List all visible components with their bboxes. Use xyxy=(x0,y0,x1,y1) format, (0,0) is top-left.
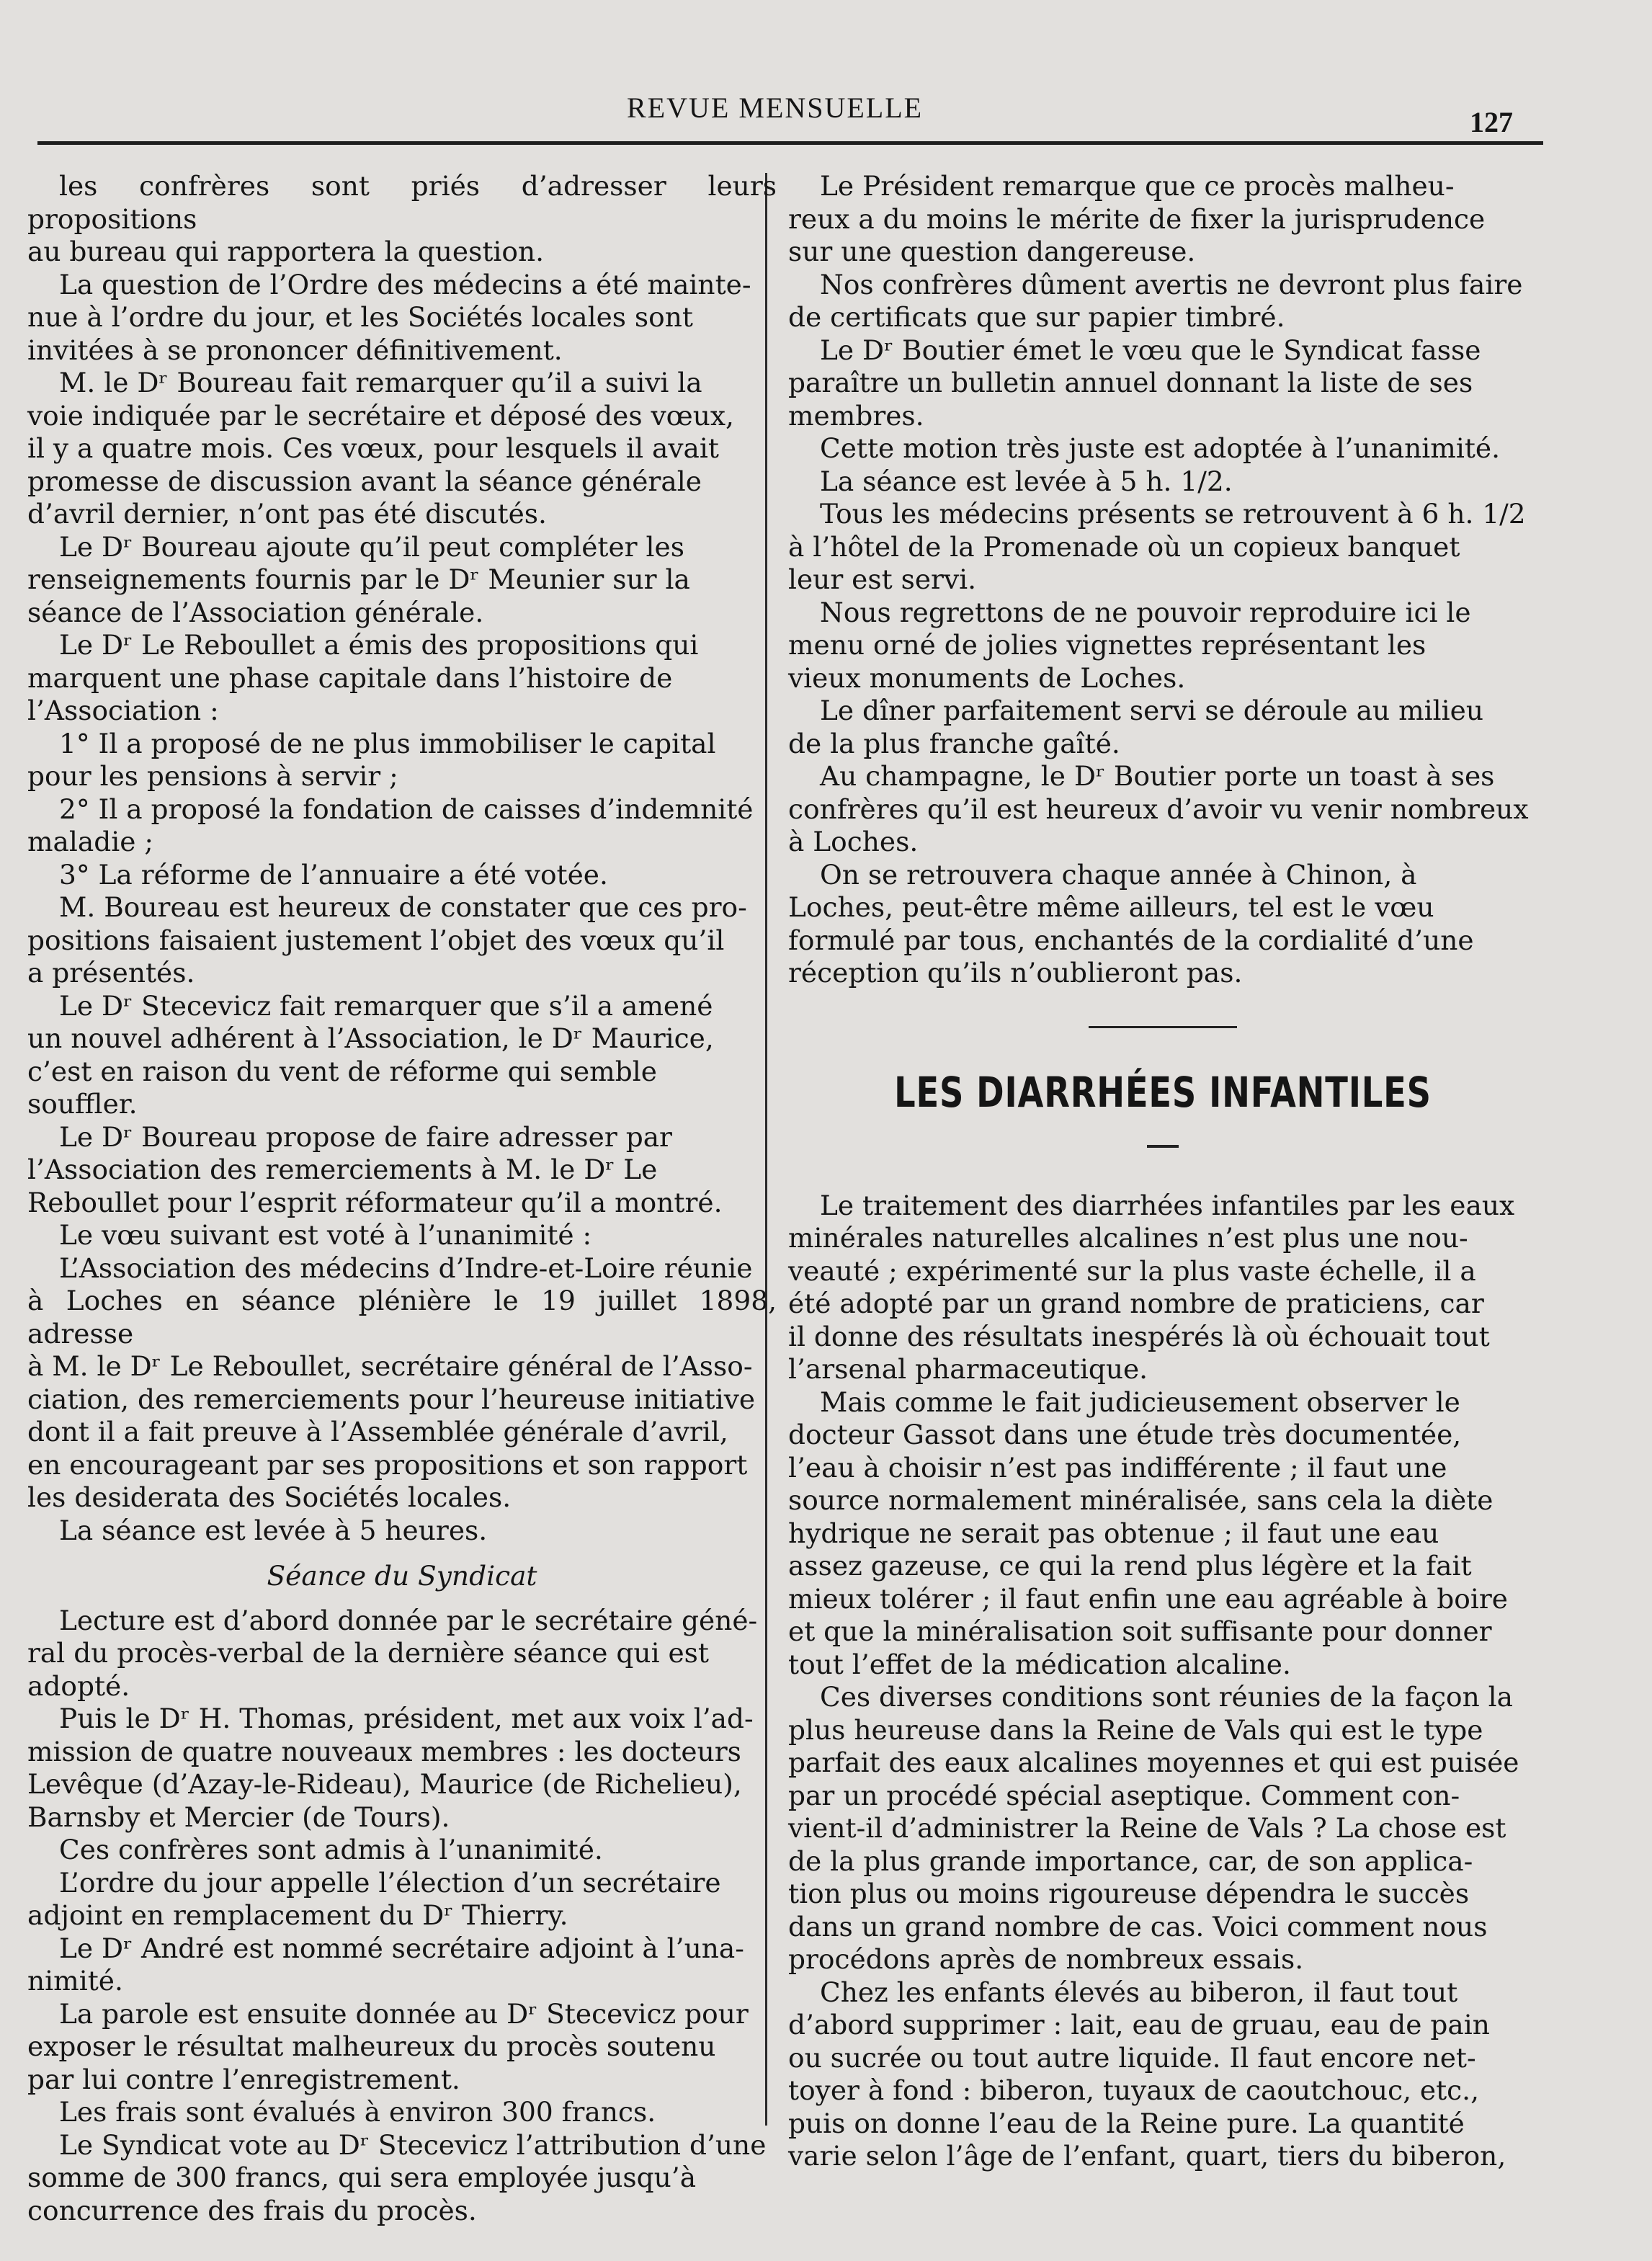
paragraph: Puis le Dʳ H. Thomas, président, met aux voix l’ad- mission de quatre nouveaux membres : les docteurs Levêque (d’Azay-le-Rideau), Maurice (de Richelieu), Barnsby et Mercier (de Tours). xyxy=(27,1703,754,1833)
paragraph: Le Président remarque que ce procès malheu- reux a du moins le mérite de fixer la jurisprudence sur une question dangereuse. xyxy=(788,170,1486,267)
page-number: 127 xyxy=(1470,106,1513,138)
paragraph: Le Dʳ Stecevicz fait remarquer que s’il a amené un nouvel adhérent à l’Association, le Dʳ Maurice, c’est en raison du vent de réforme qui semble souffler. xyxy=(27,989,714,1120)
article-title: LES DIARRHÉES INFANTILES xyxy=(894,1067,1432,1117)
paragraph: 2° Il a proposé la fondation de caisses d’indemnité maladie ; xyxy=(27,793,754,857)
paragraph: Nous regrettons de ne pouvoir reproduire ici le menu orné de jolies vignettes représentant les vieux monuments de Loches. xyxy=(788,596,1471,694)
paragraph: Les frais sont évalués à environ 300 francs. xyxy=(59,2096,656,2128)
paragraph: Ces diverses conditions sont réunies de la façon la plus heureuse dans la Reine de Vals qui est le type parfait des eaux alcalines moyennes et qui est puisée par un procédé spécial aseptique. Comment con- vient-il d’administrer la Reine de Vals ? La chose est de la plus grande importance, car, de son applica- tion plus ou moins rigoureuse dépendra le succès dans un grand nombre de cas. Voici comment nous procédons après de nombreux essais. xyxy=(788,1681,1519,1975)
section-subheading: Séance du Syndicat xyxy=(267,1560,537,1592)
paragraph: Le Dʳ Boutier émet le vœu que le Syndicat fasse paraître un bulletin annuel donnant la liste de ses membres. xyxy=(788,334,1481,432)
paragraph: Nos confrères dûment avertis ne devront plus faire de certificats que sur papier timbré. xyxy=(788,268,1523,333)
paragraph: La séance est levée à 5 heures. xyxy=(59,1514,488,1546)
section-separator-rule xyxy=(1089,1026,1237,1028)
header-rule xyxy=(37,141,1543,145)
paragraph: Le dîner parfaitement servi se déroule au milieu de la plus franche gaîté. xyxy=(788,695,1483,759)
paragraph: les confrères sont priés d’adresser leurs propositions au bureau qui rapportera la question. xyxy=(27,170,777,267)
paragraph: Lecture est d’abord donnée par le secrétaire géné- ral du procès-verbal de la dernière séance qui est adopté. xyxy=(27,1604,758,1702)
paragraph: 3° La réforme de l’annuaire a été votée. xyxy=(59,858,608,891)
paragraph: Le Dʳ Boureau propose de faire adresser par l’Association des remerciements à M. le Dʳ Le Reboullet pour l’esprit réformateur qu’il a montré. xyxy=(27,1120,723,1218)
paragraph: Le vœu suivant est voté à l’unanimité : xyxy=(59,1219,592,1251)
paragraph: Le Syndicat vote au Dʳ Stecevicz l’attribution d’une somme de 300 francs, qui sera employée jusqu’à concurrence des frais du procès. xyxy=(27,2128,767,2226)
right-column xyxy=(788,170,1537,2173)
paragraph: M. Boureau est heureux de constater que ces pro- positions faisaient justement l’objet des vœux qu’il a présentés. xyxy=(27,891,747,989)
paragraph: On se retrouvera chaque année à Chinon, à Loches, peut-être même ailleurs, tel est le vœu formulé par tous, enchantés de la cordialité d’une réception qu’ils n’oublieront pas. xyxy=(788,858,1474,989)
paragraph: La séance est levée à 5 h. 1/2. xyxy=(820,465,1233,497)
paragraph: Ces confrères sont admis à l’unanimité. xyxy=(59,1834,603,1865)
paragraph: 1° Il a proposé de ne plus immobiliser le capital pour les pensions à servir ; xyxy=(27,727,716,792)
paragraph: Mais comme le fait judicieusement observer le docteur Gassot dans une étude très documentée, l’eau à choisir n’est pas indifférente ; il faut une source normalement minéralisée, sans cela la diète hydrique ne serait pas obtenue ; il faut une eau assez gazeuse, ce qui la rend plus légère et la fait mieux tolérer ; il faut enfin une eau agréable à boire et que la minéralisation soit suffisante pour donner tout l’effet de la médication alcaline. xyxy=(788,1386,1508,1680)
paragraph: Chez les enfants élevés au biberon, il faut tout d’abord supprimer : lait, eau de gruau, eau de pain ou sucrée ou tout autre liquide. Il faut encore net- toyer à fond : biberon, tuyaux de caoutchouc, etc., puis on donne l’eau de la Reine pure. La quantité varie selon l’âge de l’enfant, quart, tiers du biberon, xyxy=(788,1976,1506,2172)
paragraph: Le traitement des diarrhées infantiles par les eaux minérales naturelles alcalines n’est plus une nou- veauté ; expérimenté sur la plus vaste échelle, il a été adopté par un grand nombre de praticiens, car il donne des résultats inespérés là où échouait tout l’arsenal pharmaceutique. xyxy=(788,1189,1515,1385)
running-title: REVUE MENSUELLE xyxy=(627,92,924,124)
paragraph: La question de l’Ordre des médecins a été mainte- nue à l’ordre du jour, et les Sociétés locales sont invitées à se prononcer définitivement. xyxy=(27,268,751,366)
paragraph: Le Dʳ Boureau ajoute qu’il peut compléter les renseignements fournis par le Dʳ Meunier sur la séance de l’Association générale. xyxy=(27,530,690,628)
left-column xyxy=(27,170,777,2227)
paragraph: Le Dʳ Le Reboullet a émis des propositions qui marquent une phase capitale dans l’histoire de l’Association : xyxy=(27,629,699,726)
paragraph: Tous les médecins présents se retrouvent à 6 h. 1/2 à l’hôtel de la Promenade où un copieux banquet leur est servi. xyxy=(788,498,1526,595)
paragraph: M. le Dʳ Boureau fait remarquer qu’il a suivi la voie indiquée par le secrétaire et déposé des vœux, il y a quatre mois. Ces vœux, pour lesquels il avait promesse de discussion avant la séance générale d’avril dernier, n’ont pas été discutés. xyxy=(27,367,734,530)
paragraph: L’ordre du jour appelle l’élection d’un secrétaire adjoint en remplacement du Dʳ Thierry. xyxy=(27,1866,721,1931)
paragraph: La parole est ensuite donnée au Dʳ Stecevicz pour exposer le résultat malheureux du procès soutenu par lui contre l’enregistrement. xyxy=(27,1997,749,2095)
title-dash xyxy=(1147,1145,1179,1148)
paragraph: Cette motion très juste est adoptée à l’unanimité. xyxy=(820,432,1501,464)
paragraph: Au champagne, le Dʳ Boutier porte un toast à ses confrères qu’il est heureux d’avoir vu venir nombreux à Loches. xyxy=(788,760,1529,857)
paragraph: L’Association des médecins d’Indre-et-Loire réunie à Loches en séance plénière le 19 juillet 1898, adresse à M. le Dʳ Le Reboullet, secrétaire général de l’Asso- ciation, des remerciements pour l’heureuse initiative dont il a fait preuve à l’Assemblée générale d’avril, en encourageant par ses propositions et son rapport les desiderata des Sociétés locales. xyxy=(27,1252,777,1513)
paragraph: Le Dʳ André est nommé secrétaire adjoint à l’una- nimité. xyxy=(27,1932,744,1997)
